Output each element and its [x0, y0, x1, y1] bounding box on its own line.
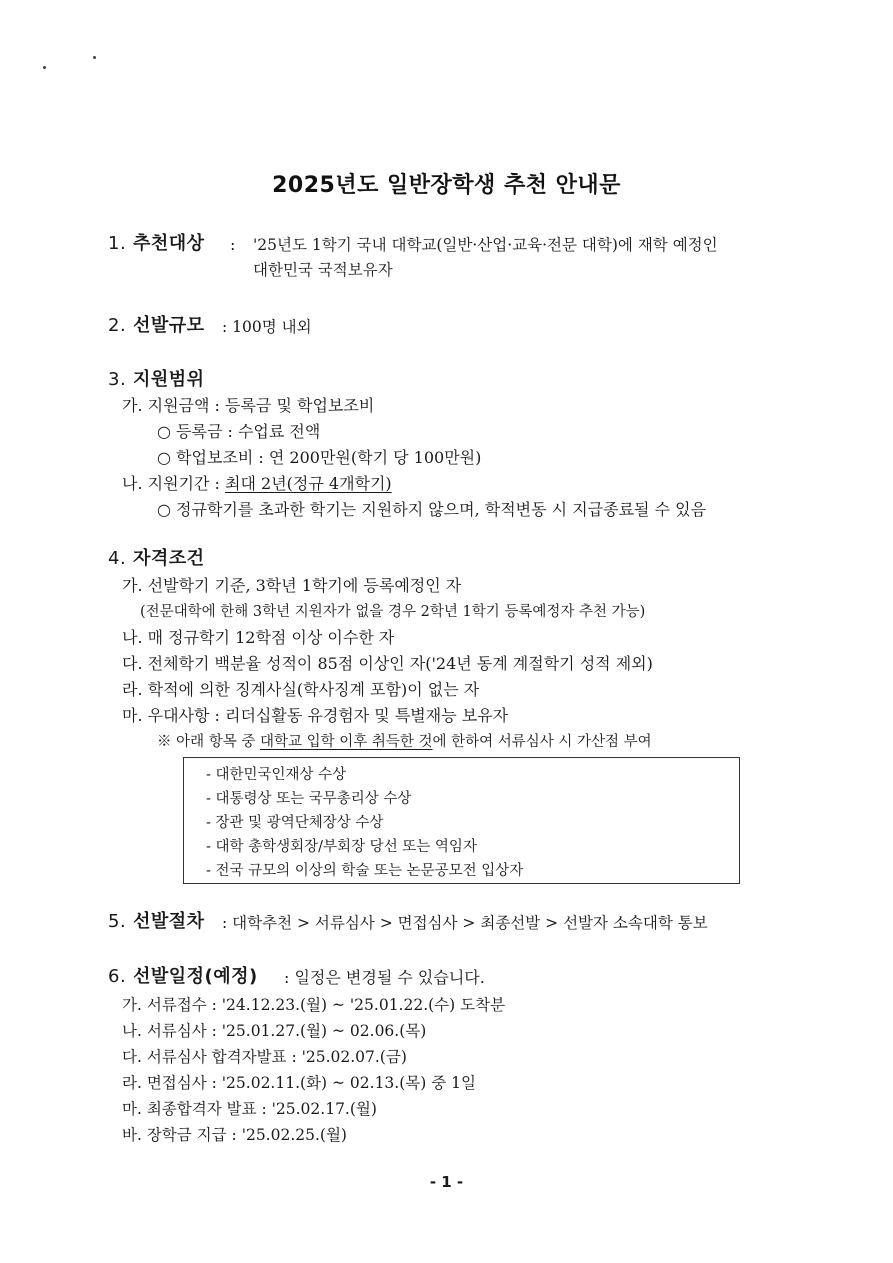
section-4-item-ga-note: (전문대학에 한해 3학년 지원자가 없을 경우 2학년 1학기 등록예정자 추천 가능): [140, 604, 646, 620]
schedule-item: 가. 서류접수 : '24.12.23.(월) ~ '25.01.22.(수) 도착분: [122, 996, 506, 1014]
section-3-item-na-emphasis: 최대 2년(정규 4개학기): [225, 474, 392, 493]
section-4-item-da: 다. 전체학기 백분율 성적이 85점 이상인 자('24년 동계 계절학기 성적 제외): [122, 654, 653, 673]
section-3-item-ga: 가. 지원금액 : 등록금 및 학업보조비: [122, 396, 375, 415]
section-1-label: 추천대상: [132, 233, 205, 254]
section-2-number: 2.: [108, 315, 127, 336]
section-3-label: 지원범위: [132, 369, 205, 390]
section-1-text-line2: 대한민국 국적보유자: [253, 261, 393, 279]
page-title: 2025년도 일반장학생 추천 안내문: [272, 173, 621, 198]
section-1-number: 1.: [108, 233, 127, 254]
section-2-heading: [108, 315, 205, 337]
bonus-criteria-item: - 장관 및 광역단체장상 수상: [206, 815, 384, 831]
section-3-heading: [108, 369, 205, 391]
section-4-note-emphasis: 대학교 입학 이후 취득한 것: [259, 734, 433, 750]
page-number: - 1 -: [429, 1173, 464, 1191]
bonus-criteria-item: - 대통령상 또는 국무총리상 수상: [206, 791, 412, 807]
section-4-note-prefix: ※ 아래 항목 중: [157, 734, 260, 750]
bonus-criteria-box: [183, 757, 740, 884]
section-3-item-na-1: ○ 정규학기를 초과한 학기는 지원하지 않으며, 학적변동 시 지급종료될 수 있음: [157, 500, 707, 519]
section-3-item-ga-2: ○ 학업보조비 : 연 200만원(학기 당 100만원): [157, 448, 482, 467]
section-2-label: 선발규모: [132, 315, 205, 336]
section-4-item-na: 나. 매 정규학기 12학점 이상 이수한 자: [122, 628, 395, 647]
schedule-item: 라. 면접심사 : '25.02.11.(화) ~ 02.13.(목) 중 1일: [122, 1074, 476, 1092]
bonus-criteria-item: - 전국 규모의 이상의 학술 또는 논문공모전 입상자: [206, 863, 524, 879]
section-1-heading: [108, 233, 205, 255]
section-1-separator: :: [230, 235, 236, 254]
section-6-text: : 일정은 변경될 수 있습니다.: [284, 968, 485, 987]
section-2-text: : 100명 내외: [222, 318, 312, 336]
section-5-text: : 대학추천 > 서류심사 > 면접심사 > 최종선발 > 선발자 소속대학 통보: [222, 914, 708, 932]
section-4-item-ra: 라. 학적에 의한 징계사실(학사징계 포함)이 없는 자: [122, 680, 480, 699]
schedule-item: 마. 최종합격자 발표 : '25.02.17.(월): [122, 1100, 377, 1118]
section-5-label: 선발절차: [132, 911, 205, 932]
section-6-label: 선발일정(예정): [132, 966, 258, 987]
section-4-label: 자격조건: [132, 548, 205, 569]
scan-speck: [43, 66, 46, 69]
section-3-item-na-prefix: 나. 지원기간 :: [122, 474, 226, 493]
section-5-heading: [108, 911, 205, 933]
schedule-item: 나. 서류심사 : '25.01.27.(월) ~ 02.06.(목): [122, 1022, 427, 1040]
schedule-item: 다. 서류심사 합격자발표 : '25.02.07.(금): [122, 1048, 407, 1066]
schedule-item: 바. 장학금 지급 : '25.02.25.(월): [122, 1126, 347, 1144]
section-4-item-ma: 마. 우대사항 : 리더십활동 유경험자 및 특별재능 보유자: [122, 706, 509, 725]
scan-speck: [93, 56, 96, 59]
section-4-note: [157, 731, 652, 753]
bonus-criteria-item: - 대한민국인재상 수상: [206, 767, 347, 783]
section-3-number: 3.: [108, 369, 127, 390]
section-4-number: 4.: [108, 548, 127, 569]
section-6-heading: [108, 966, 258, 988]
bonus-criteria-item: - 대학 총학생회장/부회장 당선 또는 역임자: [206, 839, 477, 855]
section-4-heading: [108, 548, 205, 570]
section-3-item-ga-1: ○ 등록금 : 수업료 전액: [157, 422, 321, 441]
section-3-item-na: [122, 473, 392, 495]
section-4-note-suffix: 에 한하여 서류심사 시 가산점 부여: [432, 734, 652, 750]
section-5-number: 5.: [108, 911, 127, 932]
section-4-item-ga: 가. 선발학기 기준, 3학년 1학기에 등록예정인 자: [122, 576, 462, 595]
section-6-number: 6.: [108, 966, 127, 987]
section-1-text-line1: '25년도 1학기 국내 대학교(일반·산업·교육·전문 대학)에 재학 예정인: [253, 236, 718, 254]
